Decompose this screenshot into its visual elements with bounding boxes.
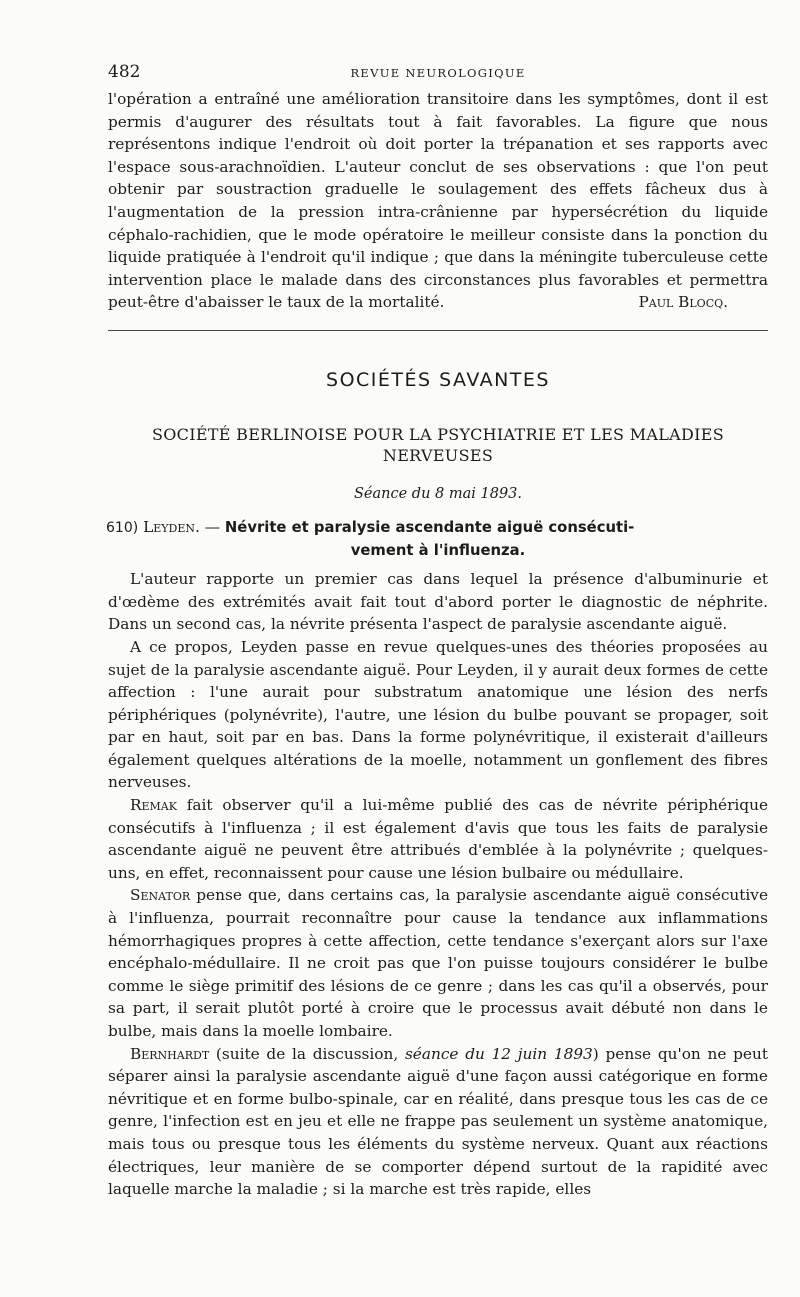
paragraph-1: L'auteur rapporte un premier cas dans lequel la présence d'albuminurie et d'œdème des extrémités avait fait tout d'abord porter le diagnostic de néphrite. Dans un second cas, la névrite présenta l'aspect de paralysie ascendante aiguë. (108, 570, 768, 634)
page-header (108, 62, 768, 88)
entry-author: Leyden. (143, 517, 200, 536)
paragraph-4: Senator pense que, dans certains cas, la paralysie ascendante aiguë consécutive à l'influenza, pourrait reconnaître pour cause la tendance aux inflammations hémorrhagiques propres à cette affection, cette tendance s'exerçant alors sur l'axe encéphalo-médullaire. Il ne croit pas que l'on puisse toujours considérer le bulbe comme le siège primitif des lésions de ce genre ; dans les cas qu'il a observés, pour sa part, il serait plutôt porté à croire que le processus avait débuté non dans le bulbe, mais dans la moelle lombaire. (108, 886, 768, 1040)
signature: Paul Blocq. (638, 293, 728, 312)
session-reference: séance du 12 juin 1893 (404, 1044, 593, 1063)
paragraph-3: Remak fait observer qu'il a lui-même publié des cas de névrite périphérique consécutifs à l'influenza ; il est également d'avis que tous les faits de paralysie ascendante aiguë ne peuvent être attribués d'emblée à la polynévrite ; quelques-uns, en effet, reconnaissent pour cause une lésion bulbaire ou médullaire. (108, 796, 768, 882)
previous-article (108, 88, 768, 314)
speaker-name: Senator (130, 886, 191, 905)
previous-article-paragraph: l'opération a entraîné une amélioration transitoire dans les symptômes, dont il est permis d'augurer des résultats tout à fait favorables. La figure que nous représentons indique l'endroit où doit porter la trépanation et ses rapports avec l'espace sous-arachnoïdien. L'auteur conclut de ses observations : que l'on peut obtenir par soustraction graduelle le soulagement des effets fâcheux dus à l'augmentation de la pression intra-crânienne par hypersécrétion du liquide céphalo-rachidien, que le mode opératoire le meilleur consiste dans la ponction du liquide pratiquée à l'endroit qu'il indique ; que dans la méningite tuberculeuse cette intervention place le malade dans des circonstances plus favorables et permettra peut-être d'abaisser le taux de la mortalité. Paul Blocq. (108, 88, 768, 314)
article-body (108, 568, 768, 1201)
paragraph-5: Bernhardt (suite de la discussion, séance du 12 juin 1893) pense qu'on ne peut séparer ainsi la paralysie ascendante aiguë d'une façon aussi catégorique en forme névritique et en forme bulbo-spinale, car en réalité, dans presque tous les cas de ce genre, l'infection est en jeu et elle ne frappe pas seulement un système anatomique, mais tous ou presque tous les éléments du système nerveux. Quant aux réactions électriques, leur manière de se comporter dépend surtout de la rapidité avec laquelle marche la maladie ; si la marche est très rapide, elles (108, 1044, 768, 1199)
section-divider (108, 330, 768, 331)
society-title: SOCIÉTÉ BERLINOISE POUR LA PSYCHIATRIE ET LES MALADIES NERVEUSES (151, 424, 725, 465)
page (108, 62, 768, 1201)
speaker-name: Bernhardt (130, 1044, 210, 1063)
entry-number: 610) (106, 519, 139, 536)
session-date: Séance du 8 mai 1893. (353, 485, 523, 502)
entry-title-continued: vement à l'influenza. (350, 541, 526, 559)
entry-dash: — (204, 517, 221, 536)
journal-title: REVUE NEUROLOGIQUE (350, 66, 526, 80)
paragraph-2: A ce propos, Leyden passe en revue quelques-unes des théories proposées au sujet de la paralysie ascendante aiguë. Pour Leyden, il y aurait deux formes de cette affection : l'une aurait pour substratum anatomique une lésion des nerfs périphériques (polynévrite), l'autre, une lésion du bulbe pouvant se propager, soit par en haut, soit par en bas. Dans la forme polynévritique, il existerait d'ailleurs également quelques altérations de la moelle, notamment un gonflement des fibres nerveuses. (108, 637, 768, 792)
section-title: SOCIÉTÉS SAVANTES (326, 368, 550, 391)
entry-title: Névrite et paralysie ascendante aiguë consécuti- (224, 518, 635, 536)
entry-heading (108, 516, 768, 540)
speaker-name: Remak (130, 796, 177, 815)
page-number: 482 (108, 62, 141, 82)
